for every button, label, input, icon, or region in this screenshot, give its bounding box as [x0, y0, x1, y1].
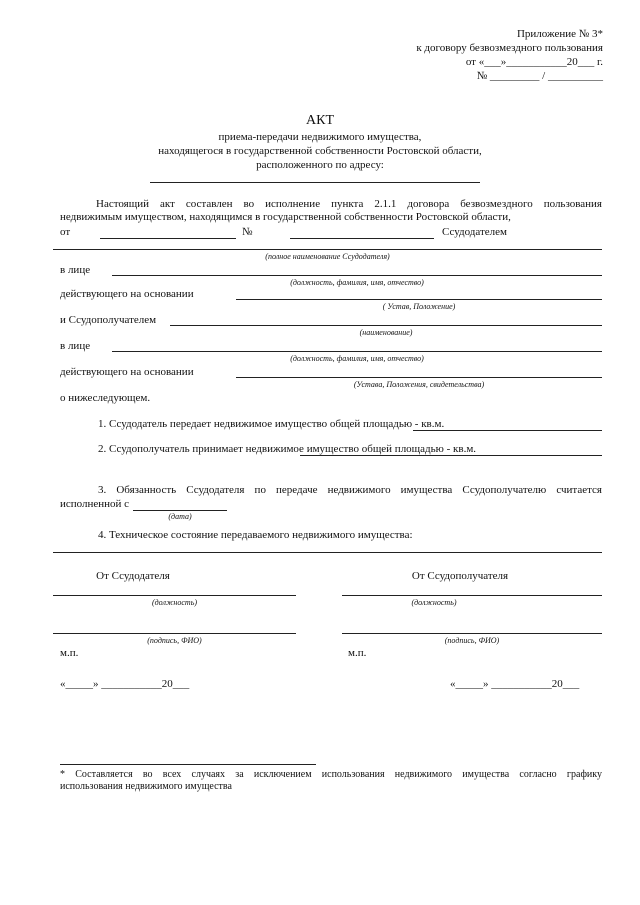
lender-position-line[interactable] [53, 595, 296, 596]
contract-reference: к договору безвозмездного пользования [416, 42, 603, 54]
in-person-label-2: в лице [60, 340, 91, 352]
borrower-position-line[interactable] [342, 595, 602, 596]
borrower-name-caption: (наименование) [359, 328, 413, 337]
item-3-line-1: 3. Обязанность Ссудодателя по передаче недвижимого имущества Ссудополучателю считается [98, 484, 602, 496]
lender-name-caption: (полное наименование Ссудодателя) [265, 252, 390, 261]
item-3-date-line[interactable] [133, 510, 227, 511]
item-4-text: 4. Техническое состояние передаваемого недвижимого имущества: [98, 529, 413, 541]
contract-date: от «___»___________20___ г. [465, 56, 603, 68]
basis-caption-1: ( Устав, Положение) [382, 302, 456, 311]
footnote-separator [60, 764, 316, 765]
in-person-label-1: в лице [60, 264, 91, 276]
lender-signature-line[interactable] [53, 633, 296, 634]
intro-line-2: недвижимым имуществом, находящимся в государственной собственности Ростовской области, [60, 211, 511, 223]
footnote-line-1: * Составляется во всех случаях за исключением использования недвижимого имущества согласно графику [60, 769, 602, 780]
item-2-text: 2. Ссудополучатель принимает недвижимое имущество общей площадью - кв.м. [98, 443, 477, 455]
as-follows-text: о нижеследующем. [60, 392, 151, 404]
acting-basis-label-2: действующего на основании [60, 366, 194, 378]
intro-number-line[interactable] [290, 238, 434, 239]
document-title: АКТ [306, 113, 334, 128]
intro-number-label: № [242, 226, 253, 238]
position-name-caption-2: (должность, фамилия, имя, отчество) [290, 354, 424, 363]
borrower-sign-date[interactable]: «_____» ___________20___ [450, 678, 580, 690]
basis-caption-2: (Устава, Положения, свидетельства) [353, 380, 485, 389]
lender-sign-date[interactable]: «_____» ___________20___ [60, 678, 190, 690]
footnote-line-2: использования недвижимого имущества [60, 781, 232, 792]
borrower-stamp-label: м.п. [348, 647, 367, 659]
borrower-signature-caption: (подпись, ФИО) [444, 636, 500, 645]
borrower-label: и Ссудополучателем [60, 314, 157, 326]
item-1-text: 1. Ссудодатель передает недвижимое имущество общей площадью - кв.м. [98, 418, 445, 430]
item-3-date-caption: (дата) [168, 512, 192, 521]
borrower-signature-line[interactable] [342, 633, 602, 634]
lender-position-caption: (должность) [151, 598, 198, 607]
borrower-name-line[interactable] [170, 325, 602, 326]
in-person-line-2[interactable] [112, 351, 602, 352]
position-name-caption-1: (должность, фамилия, имя, отчество) [290, 278, 424, 287]
contract-number: № _________ / __________ [476, 70, 603, 82]
lender-signature-heading: От Ссудодателя [96, 570, 170, 582]
intro-lender-word: Ссудодателем [442, 226, 508, 238]
intro-date-line[interactable] [100, 238, 236, 239]
in-person-line-1[interactable] [112, 275, 602, 276]
acting-basis-line-2[interactable] [236, 377, 602, 378]
item-2-area-line[interactable] [300, 455, 602, 456]
appendix-number: Приложение № 3* [516, 28, 603, 40]
borrower-signature-heading: От Ссудополучателя [411, 570, 509, 582]
title-line-2: находящегося в государственной собственности Ростовской области, [158, 145, 482, 157]
item-3-line-2: исполненной с [60, 498, 130, 510]
lender-stamp-label: м.п. [60, 647, 79, 659]
title-line-3: расположенного по адресу: [256, 159, 384, 171]
intro-from-label: от [60, 226, 71, 238]
borrower-position-caption: (должность) [411, 598, 457, 607]
item-1-area-line[interactable] [413, 430, 602, 431]
title-line-1: приема-передачи недвижимого имущества, [218, 131, 422, 143]
acting-basis-line-1[interactable] [236, 299, 602, 300]
item-4-condition-line[interactable] [53, 552, 602, 553]
address-line[interactable] [150, 182, 480, 183]
intro-line-1: Настоящий акт составлен во исполнение пункта 2.1.1 договора безвозмездного пользования [96, 198, 602, 210]
lender-name-line[interactable] [53, 249, 602, 250]
acting-basis-label-1: действующего на основании [60, 288, 194, 300]
lender-signature-caption: (подпись, ФИО) [147, 636, 202, 645]
